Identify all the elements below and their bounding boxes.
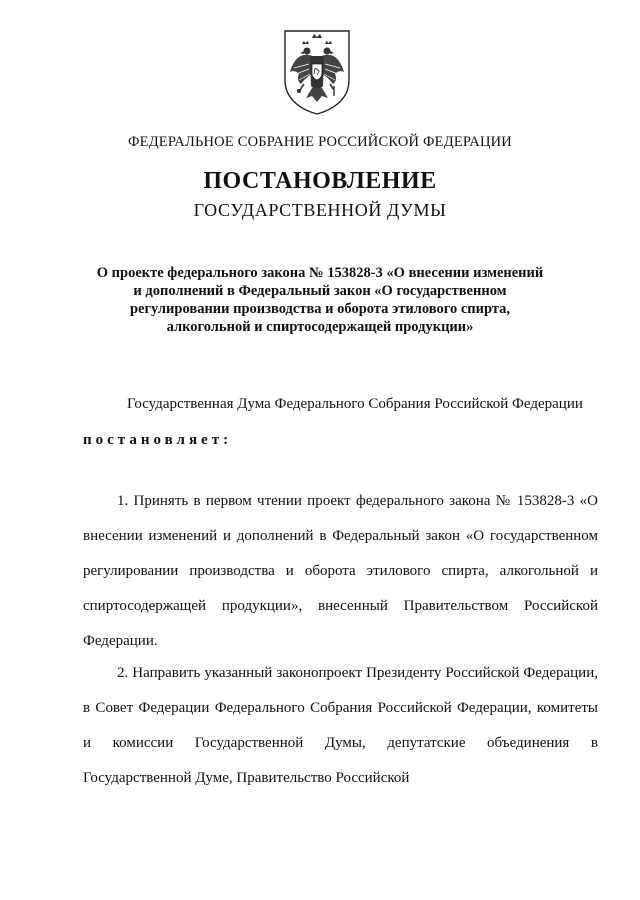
russian-coat-of-arms-icon	[282, 28, 352, 116]
resolves-heading: постановляет:	[83, 432, 233, 448]
preamble-text: Государственная Дума Федерального Собрания Российской Федерации	[127, 396, 583, 412]
assembly-title: ФЕДЕРАЛЬНОЕ СОБРАНИЕ РОССИЙСКОЙ ФЕДЕРАЦИИ	[128, 134, 512, 150]
paragraph-2: 2. Направить указанный законопроект Президенту Российской Федерации, в Совет Федерации Федерального Собрания Российской Федерации, комитеты и комиссии Государственной Думы, депутатские объединения в Государственной Думе, Правительство Российской	[83, 665, 598, 786]
document-subject: О проекте федерального закона № 153828-3 «О внесении изменений и дополнений в Федеральный закон «О государственном регулировании производства и оборота этилового спирта, алкогольной и спиртосодержащей продукции»	[96, 265, 544, 335]
document-type-title: ПОСТАНОВЛЕНИЕ	[203, 168, 437, 194]
paragraph-1: 1. Принять в первом чтении проект федерального закона № 153828-3 «О внесении изменений и дополнений в Федеральный закон «О государственном регулировании производства и оборота этилового спирта, алкогольной и спиртосодержащей продукции», внесенный Правительством Российской Федерации.	[83, 493, 598, 649]
issuer-title: ГОСУДАРСТВЕННОЙ ДУМЫ	[193, 200, 447, 220]
